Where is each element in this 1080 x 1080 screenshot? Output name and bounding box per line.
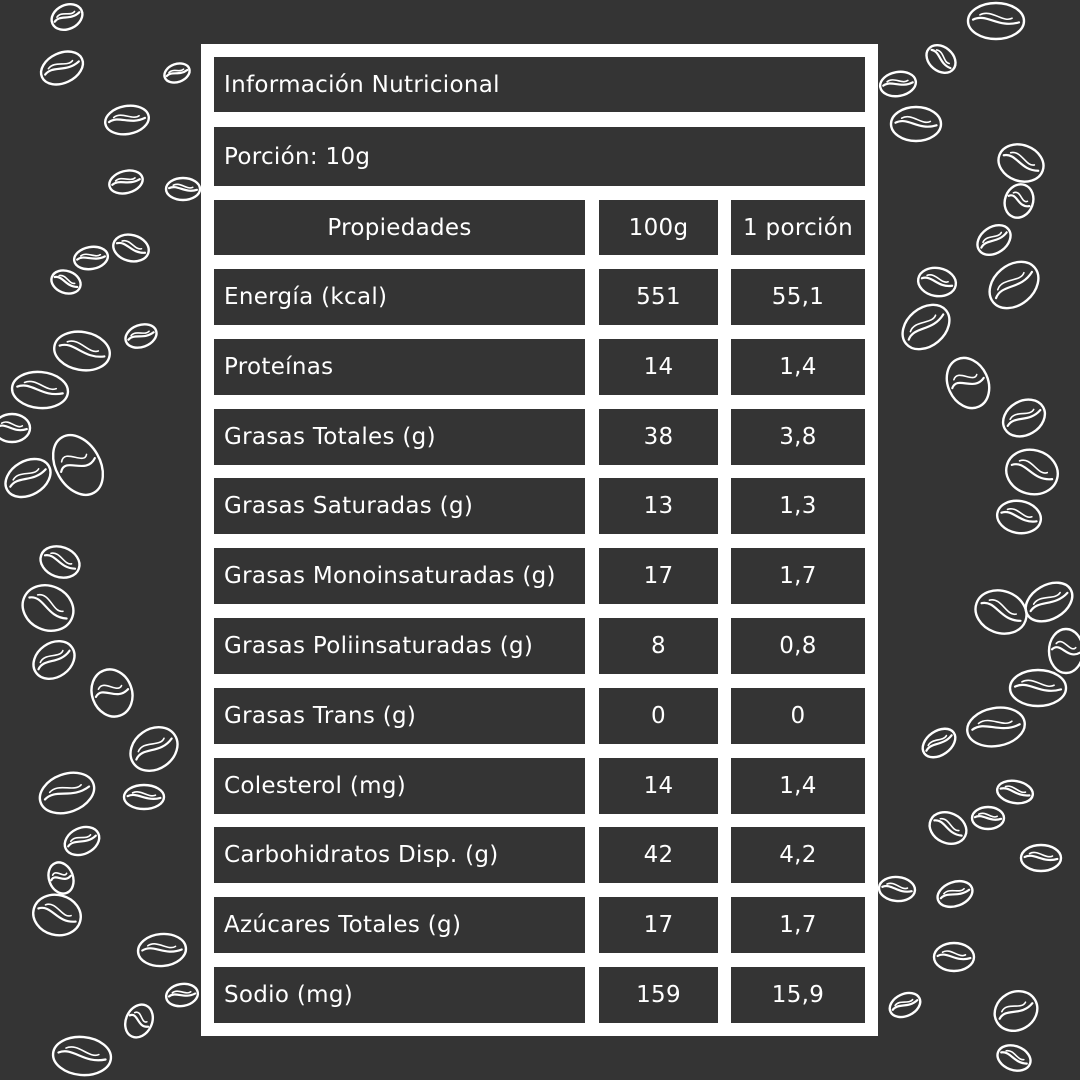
nutrient-value-serving: 1,3 <box>731 478 865 534</box>
coffee-bean-icon <box>122 320 160 352</box>
coffee-bean-icon <box>987 984 1044 1039</box>
coffee-bean-icon <box>107 167 146 197</box>
coffee-bean-icon <box>26 633 82 686</box>
coffee-bean-icon <box>137 932 188 968</box>
nutrient-name: Grasas Trans (g) <box>214 688 585 744</box>
nutrition-label <box>201 44 878 1036</box>
coffee-bean-icon <box>1000 180 1038 222</box>
nutrient-name: Colesterol (mg) <box>214 758 585 814</box>
coffee-bean-icon <box>916 265 958 299</box>
nutrient-value-100g: 0 <box>599 688 718 744</box>
nutrient-value-serving: 4,2 <box>731 827 865 883</box>
coffee-bean-icon <box>60 822 104 861</box>
coffee-bean-icon <box>891 107 941 141</box>
nutrient-name: Grasas Saturadas (g) <box>214 478 585 534</box>
header-per-serving: 1 porción <box>731 200 865 255</box>
coffee-bean-icon <box>1001 444 1063 500</box>
coffee-bean-icon <box>917 723 960 763</box>
header-properties: Propiedades <box>214 200 585 255</box>
coffee-bean-icon <box>29 889 86 940</box>
nutrient-value-serving: 1,4 <box>731 758 865 814</box>
label-title: Información Nutricional <box>214 57 865 112</box>
coffee-bean-icon <box>85 664 139 723</box>
coffee-bean-icon <box>1019 575 1079 629</box>
coffee-bean-icon <box>996 392 1051 443</box>
nutrient-value-100g: 17 <box>599 548 718 604</box>
nutrient-name: Grasas Totales (g) <box>214 409 585 465</box>
coffee-bean-icon <box>886 988 924 1021</box>
coffee-bean-icon <box>36 541 84 583</box>
coffee-bean-icon <box>972 219 1016 261</box>
coffee-bean-icon <box>103 102 151 137</box>
nutrient-value-100g: 42 <box>599 827 718 883</box>
nutrient-value-serving: 1,4 <box>731 339 865 395</box>
coffee-bean-icon <box>934 943 974 971</box>
coffee-bean-icon <box>994 1041 1034 1075</box>
nutrient-name: Grasas Poliinsaturadas (g) <box>214 618 585 674</box>
nutrient-value-100g: 551 <box>599 269 718 325</box>
coffee-bean-icon <box>924 806 971 849</box>
nutrient-value-serving: 55,1 <box>731 269 865 325</box>
serving-size: Porción: 10g <box>214 127 865 186</box>
coffee-bean-icon <box>995 497 1044 536</box>
coffee-bean-icon <box>969 583 1032 640</box>
coffee-bean-icon <box>47 0 86 35</box>
coffee-bean-icon <box>122 718 186 779</box>
coffee-bean-icon <box>164 981 199 1008</box>
coffee-bean-icon <box>1010 670 1066 706</box>
nutrient-value-100g: 14 <box>599 758 718 814</box>
nutrient-name: Proteínas <box>214 339 585 395</box>
nutrient-name: Energía (kcal) <box>214 269 585 325</box>
coffee-bean-icon <box>972 807 1004 829</box>
coffee-bean-icon <box>980 252 1047 317</box>
coffee-bean-icon <box>120 1000 158 1042</box>
nutrient-value-100g: 159 <box>599 967 718 1023</box>
coffee-bean-icon <box>166 178 200 200</box>
nutrient-value-serving: 0,8 <box>731 618 865 674</box>
coffee-bean-icon <box>34 766 100 821</box>
coffee-bean-icon <box>43 426 113 503</box>
nutrient-value-100g: 14 <box>599 339 718 395</box>
coffee-bean-icon <box>894 296 958 359</box>
nutrient-name: Azúcares Totales (g) <box>214 897 585 953</box>
coffee-bean-icon <box>993 138 1049 188</box>
coffee-bean-icon <box>1021 845 1061 871</box>
coffee-bean-icon <box>51 327 113 374</box>
header-per-100g: 100g <box>599 200 718 255</box>
coffee-bean-icon <box>878 69 918 99</box>
coffee-bean-icon <box>964 703 1028 750</box>
nutrient-value-100g: 13 <box>599 478 718 534</box>
nutrient-value-serving: 1,7 <box>731 548 865 604</box>
coffee-bean-icon <box>921 40 961 79</box>
nutrient-value-100g: 8 <box>599 618 718 674</box>
coffee-bean-icon <box>11 370 70 411</box>
coffee-bean-icon <box>110 231 152 265</box>
coffee-bean-icon <box>48 267 84 298</box>
coffee-bean-icon <box>0 451 57 504</box>
nutrient-value-serving: 0 <box>731 688 865 744</box>
coffee-bean-icon <box>15 577 81 639</box>
coffee-bean-icon <box>995 778 1034 806</box>
coffee-bean-icon <box>44 859 77 897</box>
nutrient-value-100g: 17 <box>599 897 718 953</box>
coffee-bean-icon <box>1049 629 1080 673</box>
coffee-bean-icon <box>934 877 976 912</box>
nutrient-value-100g: 38 <box>599 409 718 465</box>
coffee-bean-icon <box>36 45 89 91</box>
coffee-bean-icon <box>162 60 193 86</box>
nutrient-name: Grasas Monoinsaturadas (g) <box>214 548 585 604</box>
nutrient-name: Sodio (mg) <box>214 967 585 1023</box>
nutrient-value-serving: 1,7 <box>731 897 865 953</box>
nutrient-value-serving: 3,8 <box>731 409 865 465</box>
nutrient-name: Carbohidratos Disp. (g) <box>214 827 585 883</box>
coffee-bean-icon <box>939 351 997 415</box>
coffee-bean-icon <box>878 875 916 902</box>
coffee-bean-icon <box>0 414 30 442</box>
coffee-bean-icon <box>968 3 1024 39</box>
coffee-bean-icon <box>72 244 109 272</box>
nutrient-value-serving: 15,9 <box>731 967 865 1023</box>
coffee-bean-icon <box>51 1035 112 1078</box>
coffee-bean-icon <box>124 785 164 809</box>
